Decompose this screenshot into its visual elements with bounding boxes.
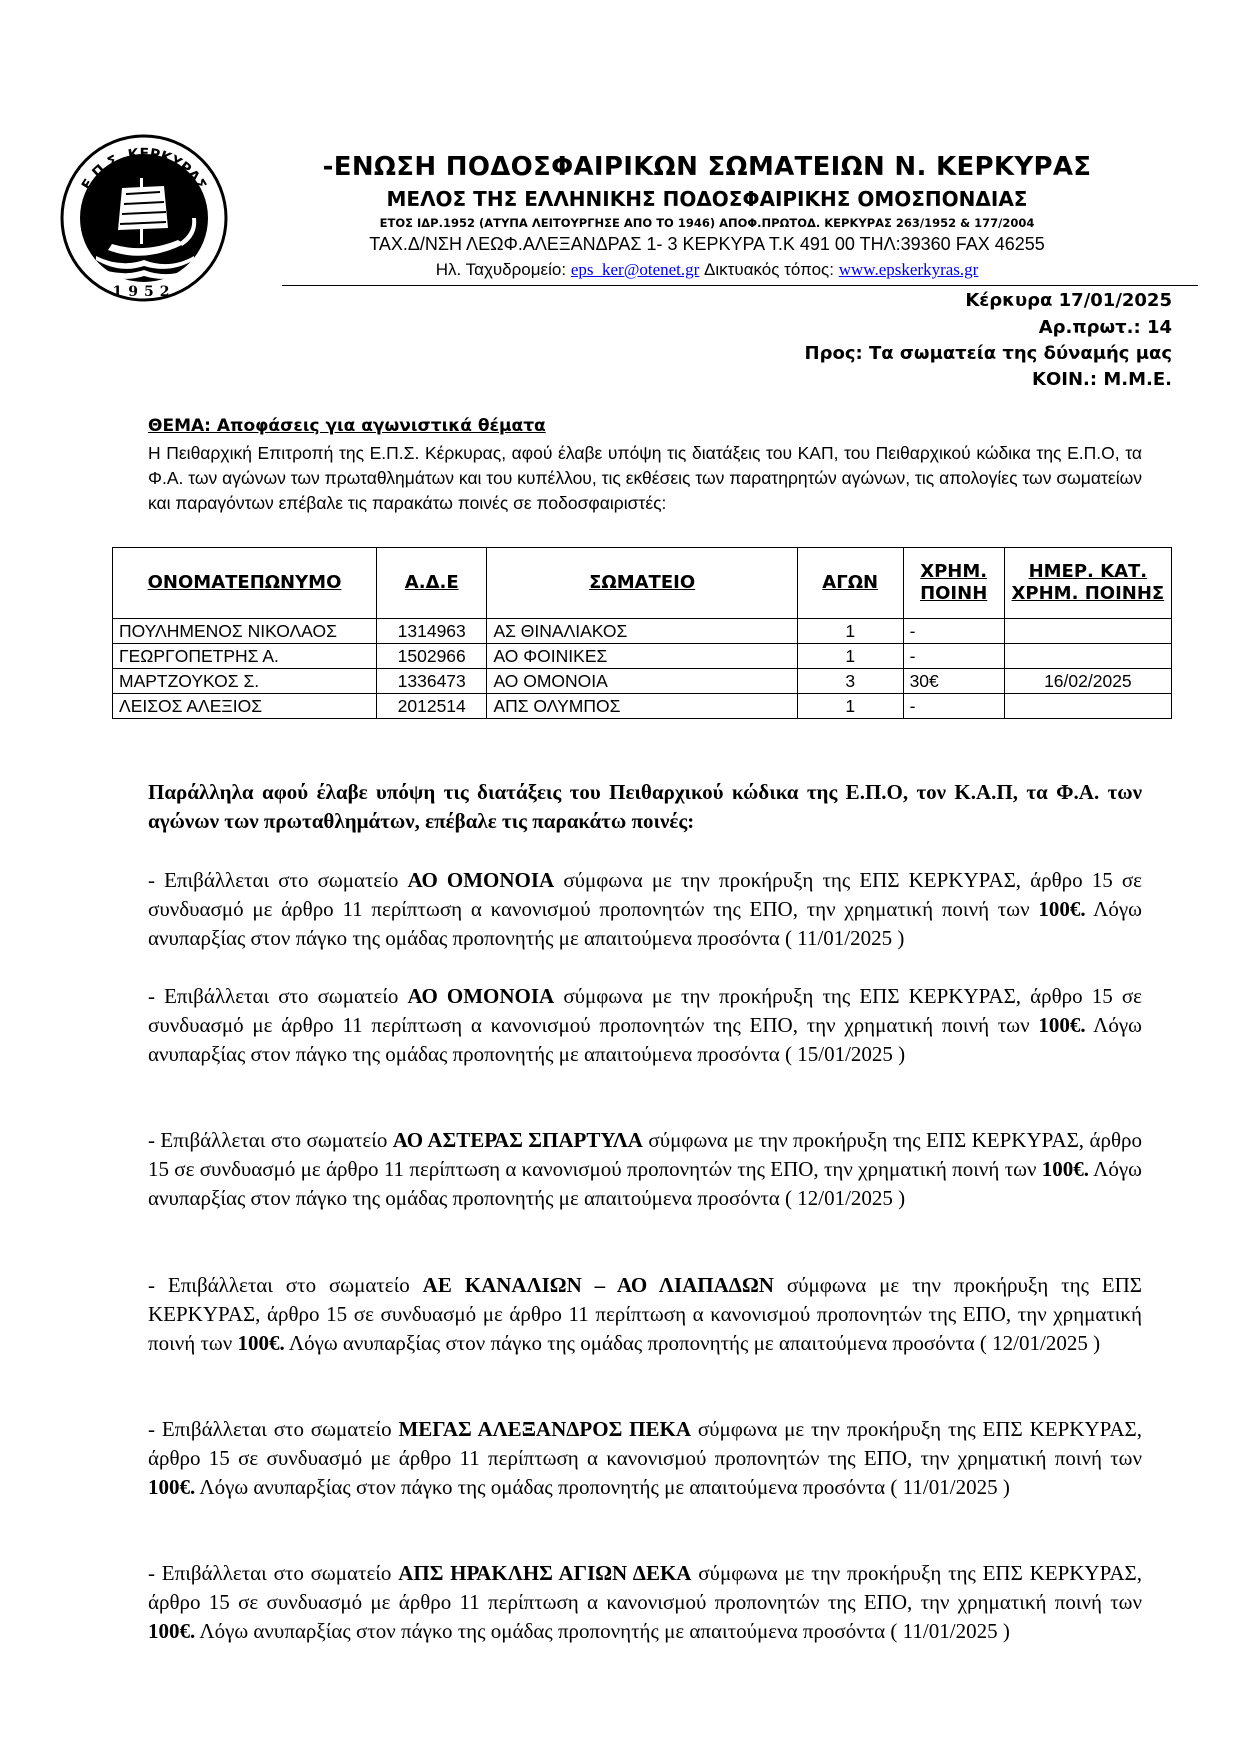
email-link[interactable]: eps_ker@otenet.gr — [570, 260, 700, 279]
cell-name: ΠΟΥΛΗΜΕΝΟΣ ΝΙΚΟΛΑΟΣ — [113, 619, 377, 644]
fine-amount: 100€. — [1038, 897, 1086, 921]
table-row — [113, 619, 1172, 644]
cell-team: ΑΟ ΟΜΟΝΟΙΑ — [487, 669, 797, 694]
fine-text: Λόγω ανυπαρξίας στον πάγκο της ομάδας προπονητής με απαιτούμενα προσόντα ( 11/01/2025 ) — [195, 1619, 1010, 1643]
cell-team: ΑΟ ΦΟΙΝΙΚΕΣ — [487, 644, 797, 669]
cell-name: ΜΑΡΤΖΟΥΚΟΣ Σ. — [113, 669, 377, 694]
intro-paragraph: Η Πειθαρχική Επιτροπή της Ε.Π.Σ. Κέρκυρας, αφού έλαβε υπόψη τις διατάξεις του ΚΑΠ, του Πειθαρχικού κώδικα της Ε.Π.Ο, τα Φ.Α. των αγώνων των πρωταθλημάτων και του κυπέλλου, τις εκθέσεις των παρατηρητών αγώνων, τις απολογίες των σωματείων και παραγόντων επέβαλε τις παρακάτω ποινές σε ποδοσφαιριστές: — [148, 443, 1143, 513]
fine-text: - Επιβάλλεται στο σωματείο — [148, 868, 408, 892]
cell-games: 1 — [797, 644, 903, 669]
fine-paragraph — [148, 1415, 1142, 1502]
table-row — [113, 669, 1172, 694]
email-label: Ηλ. Ταχυδρομείο: — [435, 260, 567, 279]
col-header-name: ΟΝΟΜΑΤΕΠΩΝΥΜΟ — [113, 548, 377, 619]
fine-amount: 100€. — [237, 1331, 285, 1355]
table-header-row — [113, 548, 1172, 619]
fine-club: ΑΕ ΚΑΝΑΛΙΩΝ – ΑΟ ΛΙΑΠΑΔΩΝ — [422, 1273, 774, 1297]
fine-text: Λόγω ανυπαρξίας στον πάγκο της ομάδας προπονητής με απαιτούμενα προσόντα ( 11/01/2025 ) — [148, 897, 1142, 950]
org-contact — [282, 260, 1132, 280]
org-title: -ΕΝΩΣΗ ΠΟΔΟΣΦΑΙΡΙΚΩΝ ΣΩΜΑΤΕΙΩΝ Ν. ΚΕΡΚΥΡΑΣ — [322, 152, 1092, 182]
fine-paragraph — [148, 1126, 1142, 1213]
fine-club: ΑΠΣ ΗΡΑΚΛΗΣ ΑΓΙΩΝ ΔΕΚΑ — [398, 1561, 692, 1585]
fine-club: ΑΟ ΟΜΟΝΟΙΑ — [407, 868, 555, 892]
col-header-team: ΣΩΜΑΤΕΙΟ — [487, 548, 797, 619]
col-header-fine-line1: ΧΡΗΜ. — [920, 561, 988, 582]
fine-text: Λόγω ανυπαρξίας στον πάγκο της ομάδας προπονητής με απαιτούμενα προσόντα ( 11/01/2025 ) — [195, 1475, 1010, 1499]
cell-fine: - — [903, 619, 1004, 644]
table-row — [113, 644, 1172, 669]
website-label: Δικτυακός τόπος: — [704, 260, 834, 279]
org-established: ΕΤΟΣ ΙΔΡ.1952 (ΑΤΥΠΑ ΛΕΙΤΟΥΡΓΗΣΕ ΑΠΟ ΤΟ 1946) ΑΠΟΦ.ΠΡΩΤΟΔ. ΚΕΡΚΥΡΑΣ 263/1952 & 177/2004 — [379, 216, 1035, 230]
cell-fine: 30€ — [903, 669, 1004, 694]
fine-text: Λόγω ανυπαρξίας στον πάγκο της ομάδας προπονητής με απαιτούμενα προσόντα ( 12/01/2025 ) — [284, 1331, 1101, 1355]
org-address: ΤΑΧ.Δ/ΝΣΗ ΛΕΩΦ.ΑΛΕΞΑΝΔΡΑΣ 1- 3 ΚΕΡΚΥΡΑ Τ.Κ 491 00 ΤΗΛ:39360 FAX 46255 — [369, 234, 1045, 254]
fine-text: σύμφωνα με την προκήρυξη της ΕΠΣ ΚΕΡΚΥΡΑΣ, άρθρο 15 σε συνδυασμό με άρθρο 11 περίπτωση α κανονισμού προπονητών της ΕΠΟ, την χρηματική ποινή των — [148, 984, 1142, 1037]
fine-text: σύμφωνα με την προκήρυξη της ΕΠΣ ΚΕΡΚΥΡΑΣ, άρθρο 15 σε συνδυασμό με άρθρο 11 περίπτωση α κανονισμού προπονητών της ΕΠΟ, την χρηματική ποινή των — [148, 1273, 1142, 1355]
fine-text: - Επιβάλλεται στο σωματείο — [148, 1128, 393, 1152]
header-divider — [282, 285, 1198, 286]
fine-club: ΑΟ ΟΜΟΝΟΙΑ — [407, 984, 555, 1008]
col-header-fine — [903, 548, 1004, 619]
player-penalties-table — [112, 547, 1172, 719]
fine-text: - Επιβάλλεται στο σωματείο — [148, 1417, 399, 1441]
fine-amount: 100€. — [1041, 1157, 1090, 1181]
cell-games: 1 — [797, 619, 903, 644]
cell-team: ΑΣ ΘΙΝΑΛΙΑΚΟΣ — [487, 619, 797, 644]
document-date: Κέρκυρα 17/01/2025 — [965, 290, 1172, 311]
cell-name: ΓΕΩΡΓΟΠΕΤΡΗΣ Α. — [113, 644, 377, 669]
fine-text: σύμφωνα με την προκήρυξη της ΕΠΣ ΚΕΡΚΥΡΑΣ, άρθρο 15 σε συνδυασμό με άρθρο 11 περίπτωση α κανονισμού προπονητών της ΕΠΟ, την χρηματική ποινή των — [148, 1417, 1142, 1470]
col-header-date-line2: ΧΡΗΜ. ΠΟΙΝΗΣ — [1011, 583, 1165, 604]
cell-date — [1004, 644, 1171, 669]
col-header-date-line1: ΗΜΕΡ. ΚΑΤ. — [1028, 561, 1148, 582]
cell-fine: - — [903, 644, 1004, 669]
fine-text: σύμφωνα με την προκήρυξη της ΕΠΣ ΚΕΡΚΥΡΑΣ, άρθρο 15 σε συνδυασμό με άρθρο 11 περίπτωση α κανονισμού προπονητών της ΕΠΟ, την χρηματική ποινή των — [148, 1128, 1142, 1181]
col-header-fine-line2: ΠΟΙΝΗ — [920, 583, 988, 604]
carbon-copy: ΚΟΙΝ.: Μ.Μ.Ε. — [1032, 369, 1172, 390]
cell-games: 1 — [797, 694, 903, 719]
fine-text: Λόγω ανυπαρξίας στον πάγκο της ομάδας προπονητής με απαιτούμενα προσόντα ( 15/01/2025 ) — [148, 1013, 1142, 1066]
cell-id: 2012514 — [377, 694, 487, 719]
fine-paragraph — [148, 1559, 1142, 1646]
eps-kerkyras-logo — [60, 132, 228, 304]
fine-text: σύμφωνα με την προκήρυξη της ΕΠΣ ΚΕΡΚΥΡΑΣ, άρθρο 15 σε συνδυασμό με άρθρο 11 περίπτωση α κανονισμού προπονητών της ΕΠΟ, την χρηματική ποινή των — [148, 868, 1142, 921]
fine-club: ΑΟ ΑΣΤΕΡΑΣ ΣΠΑΡΤΥΛΑ — [392, 1128, 643, 1152]
cell-id: 1314963 — [377, 619, 487, 644]
table-row — [113, 694, 1172, 719]
parallel-paragraph: Παράλληλα αφού έλαβε υπόψη τις διατάξεις του Πειθαρχικού κώδικα της Ε.Π.Ο, τον Κ.Α.Π, τα Φ.Α. των αγώνων των πρωταθλημάτων, επέβαλε τις παρακάτω ποινές: — [148, 780, 1142, 833]
logo-ring-text: Ε.Π.Σ. ΚΕΡΚΥΡΑΣ — [78, 145, 210, 194]
cell-fine: - — [903, 694, 1004, 719]
fine-text: - Επιβάλλεται στο σωματείο — [148, 984, 408, 1008]
fine-paragraph — [148, 982, 1142, 1069]
cell-games: 3 — [797, 669, 903, 694]
cell-date — [1004, 619, 1171, 644]
fine-text: Λόγω ανυπαρξίας στον πάγκο της ομάδας προπονητής με απαιτούμενα προσόντα ( 12/01/2025 ) — [148, 1157, 1142, 1210]
col-header-games: ΑΓΩΝ — [797, 548, 903, 619]
protocol-number: Αρ.πρωτ.: 14 — [1038, 317, 1172, 338]
fine-amount: 100€. — [1038, 1013, 1086, 1037]
fine-amount: 100€. — [148, 1475, 196, 1499]
website-link[interactable]: www.epskerkyras.gr — [838, 260, 979, 279]
fine-club: ΜΕΓΑΣ ΑΛΕΞΑΝΔΡΟΣ ΠΕΚΑ — [398, 1417, 691, 1441]
fine-text: σύμφωνα με την προκήρυξη της ΕΠΣ ΚΕΡΚΥΡΑΣ, άρθρο 15 σε συνδυασμό με άρθρο 11 περίπτωση α κανονισμού προπονητών της ΕΠΟ, την χρηματική ποινή των — [148, 1561, 1142, 1614]
cell-date: 16/02/2025 — [1004, 669, 1171, 694]
fine-text: - Επιβάλλεται στο σωματείο — [148, 1561, 399, 1585]
cell-id: 1502966 — [377, 644, 487, 669]
recipient: Προς: Τα σωματεία της δύναμής μας — [804, 343, 1172, 364]
cell-id: 1336473 — [377, 669, 487, 694]
logo-year: 1952 — [112, 284, 176, 300]
cell-date — [1004, 694, 1171, 719]
fine-paragraph — [148, 1271, 1142, 1358]
col-header-id: Α.Δ.Ε — [377, 548, 487, 619]
cell-team: ΑΠΣ ΟΛΥΜΠΟΣ — [487, 694, 797, 719]
fine-amount: 100€. — [148, 1619, 196, 1643]
fine-text: - Επιβάλλεται στο σωματείο — [148, 1273, 423, 1297]
subject-line: ΘΕΜΑ: Αποφάσεις για αγωνιστικά θέματα — [148, 416, 546, 436]
org-membership: ΜΕΛΟΣ ΤΗΣ ΕΛΛΗΝΙΚΗΣ ΠΟΔΟΣΦΑΙΡΙΚΗΣ ΟΜΟΣΠΟΝΔΙΑΣ — [386, 187, 1028, 211]
cell-name: ΛΕΙΣΟΣ ΑΛΕΞΙΟΣ — [113, 694, 377, 719]
fine-paragraph — [148, 866, 1142, 953]
col-header-fine-date — [1004, 548, 1171, 619]
